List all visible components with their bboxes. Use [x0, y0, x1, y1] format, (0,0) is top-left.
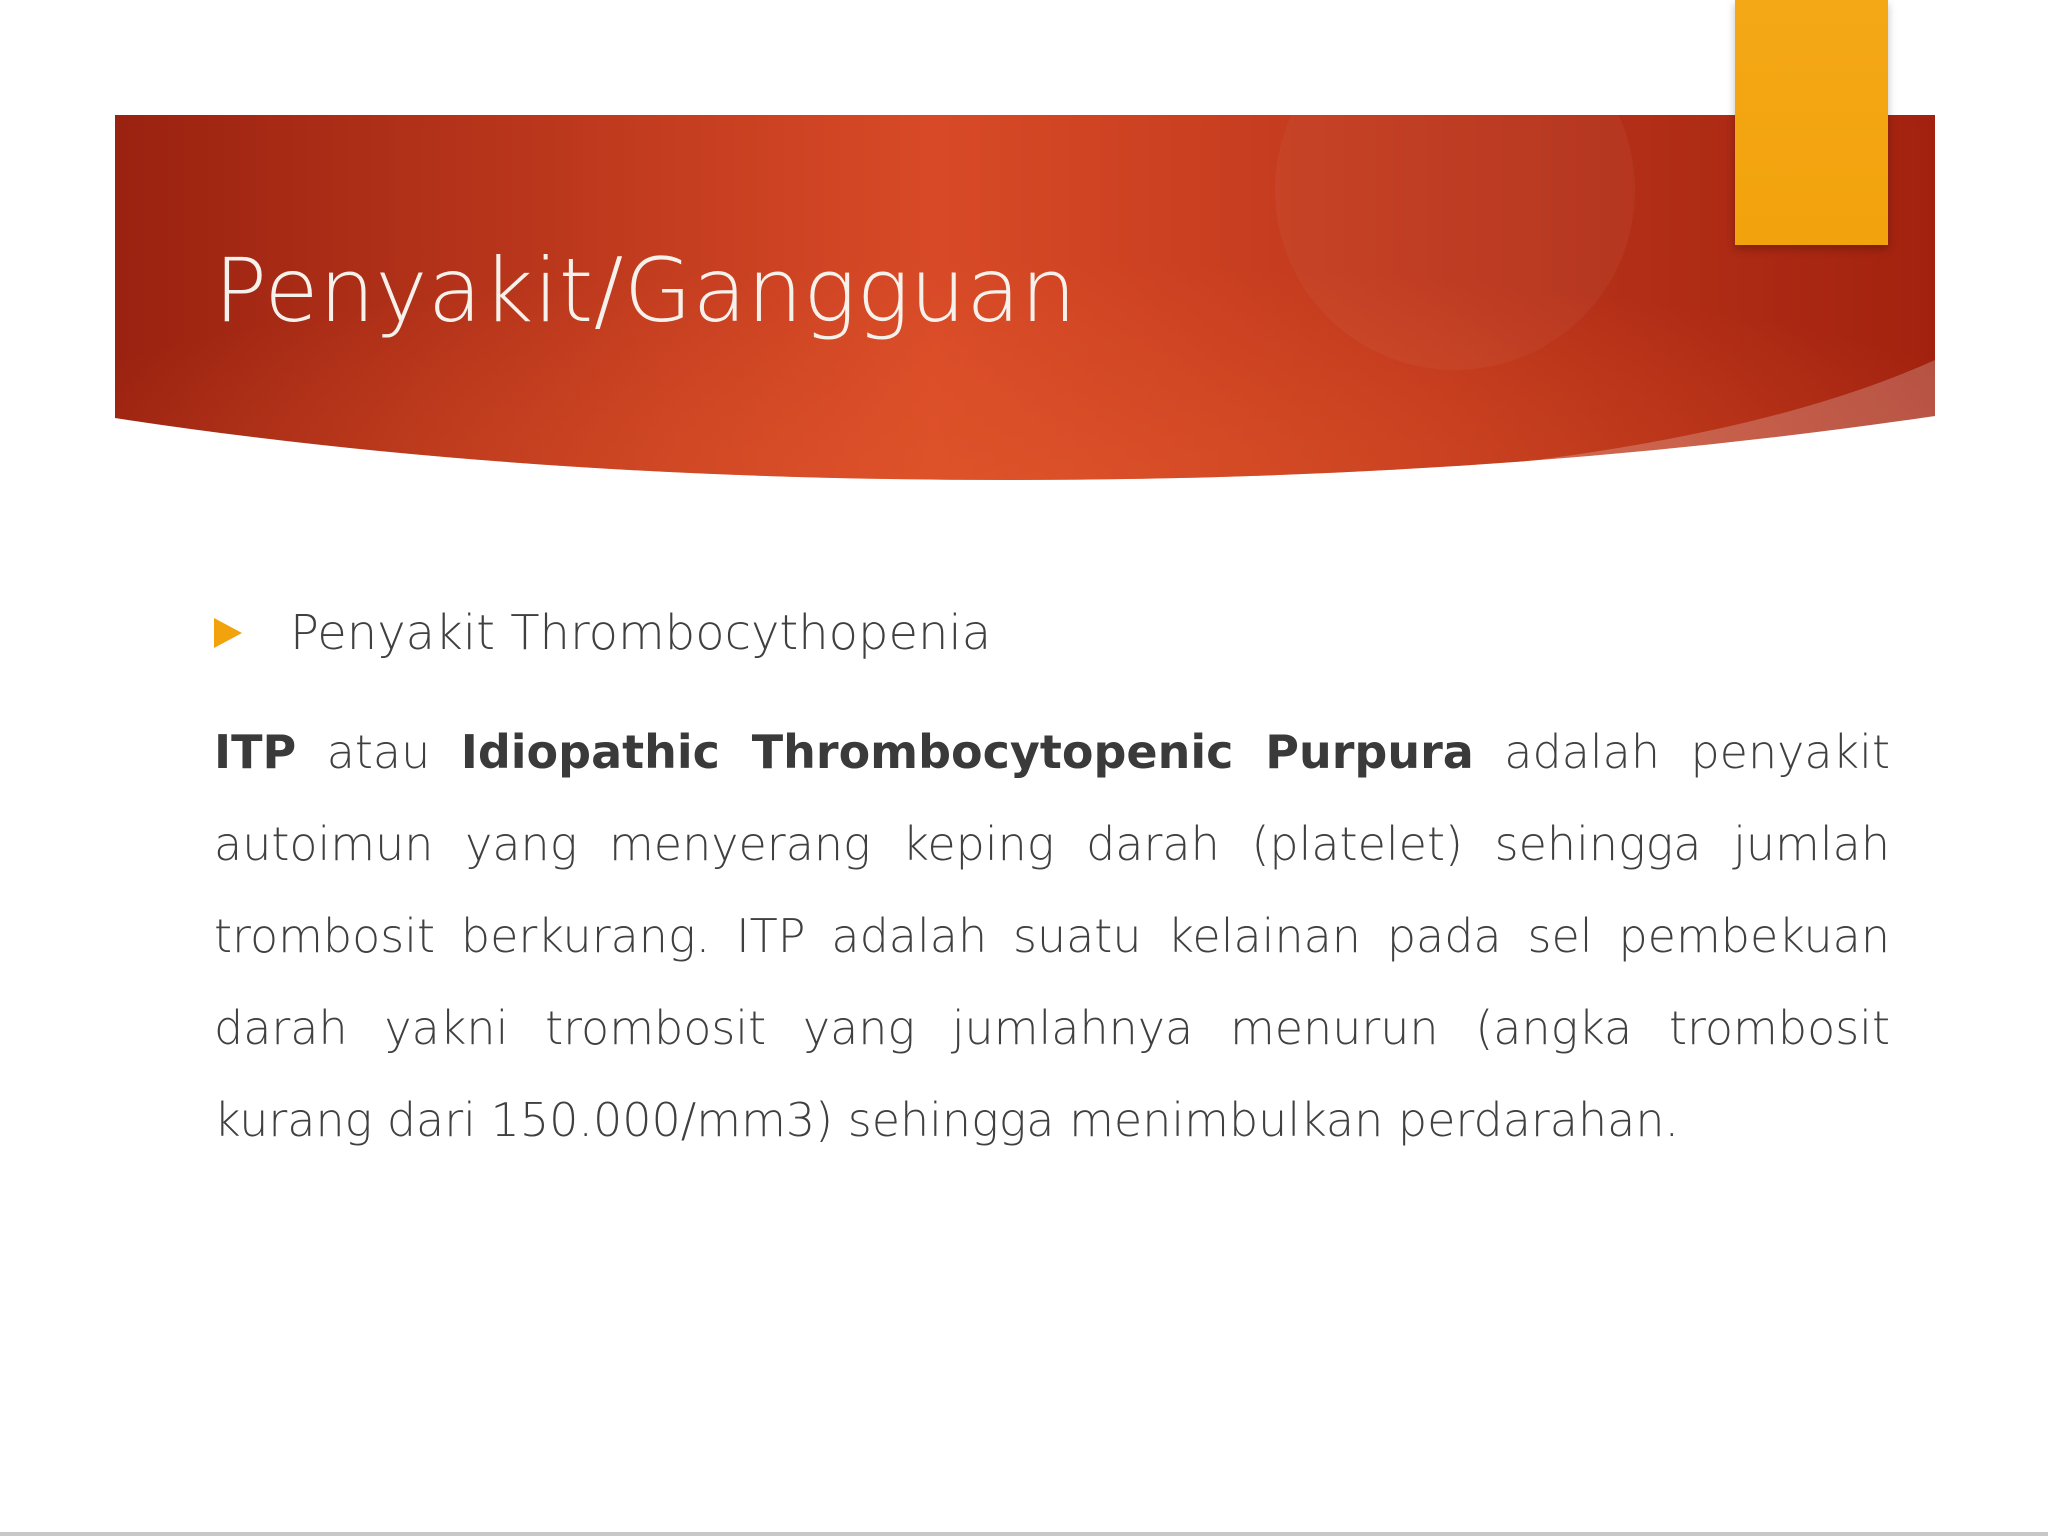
bottom-rule	[0, 1532, 2048, 1536]
triangle-right-icon	[214, 618, 242, 648]
bullet-text: Penyakit Thrombocythopenia	[290, 605, 992, 661]
slide-title: Penyakit/Gangguan	[214, 239, 1077, 342]
paragraph-text: adalah penyakit autoimun yang menyerang keping darah (platelet) sehingga jumlah trombosit berkurang. ITP adalah suatu kelainan pada sel pembekuan darah yakni trombosit yang jumlahnya menurun (angka trombosit kurang dari 150.000/mm3) sehingga menimbulkan perdarahan.	[214, 725, 1891, 1147]
term-connector: atau	[296, 725, 461, 779]
term-long: Idiopathic Thrombocytopenic Purpura	[460, 725, 1474, 779]
accent-tab	[1735, 0, 1888, 245]
term-short: ITP	[214, 725, 297, 779]
banner-highlight-circle	[1275, 10, 1635, 370]
bullet-item	[214, 598, 991, 668]
body-paragraph	[214, 706, 1890, 1166]
